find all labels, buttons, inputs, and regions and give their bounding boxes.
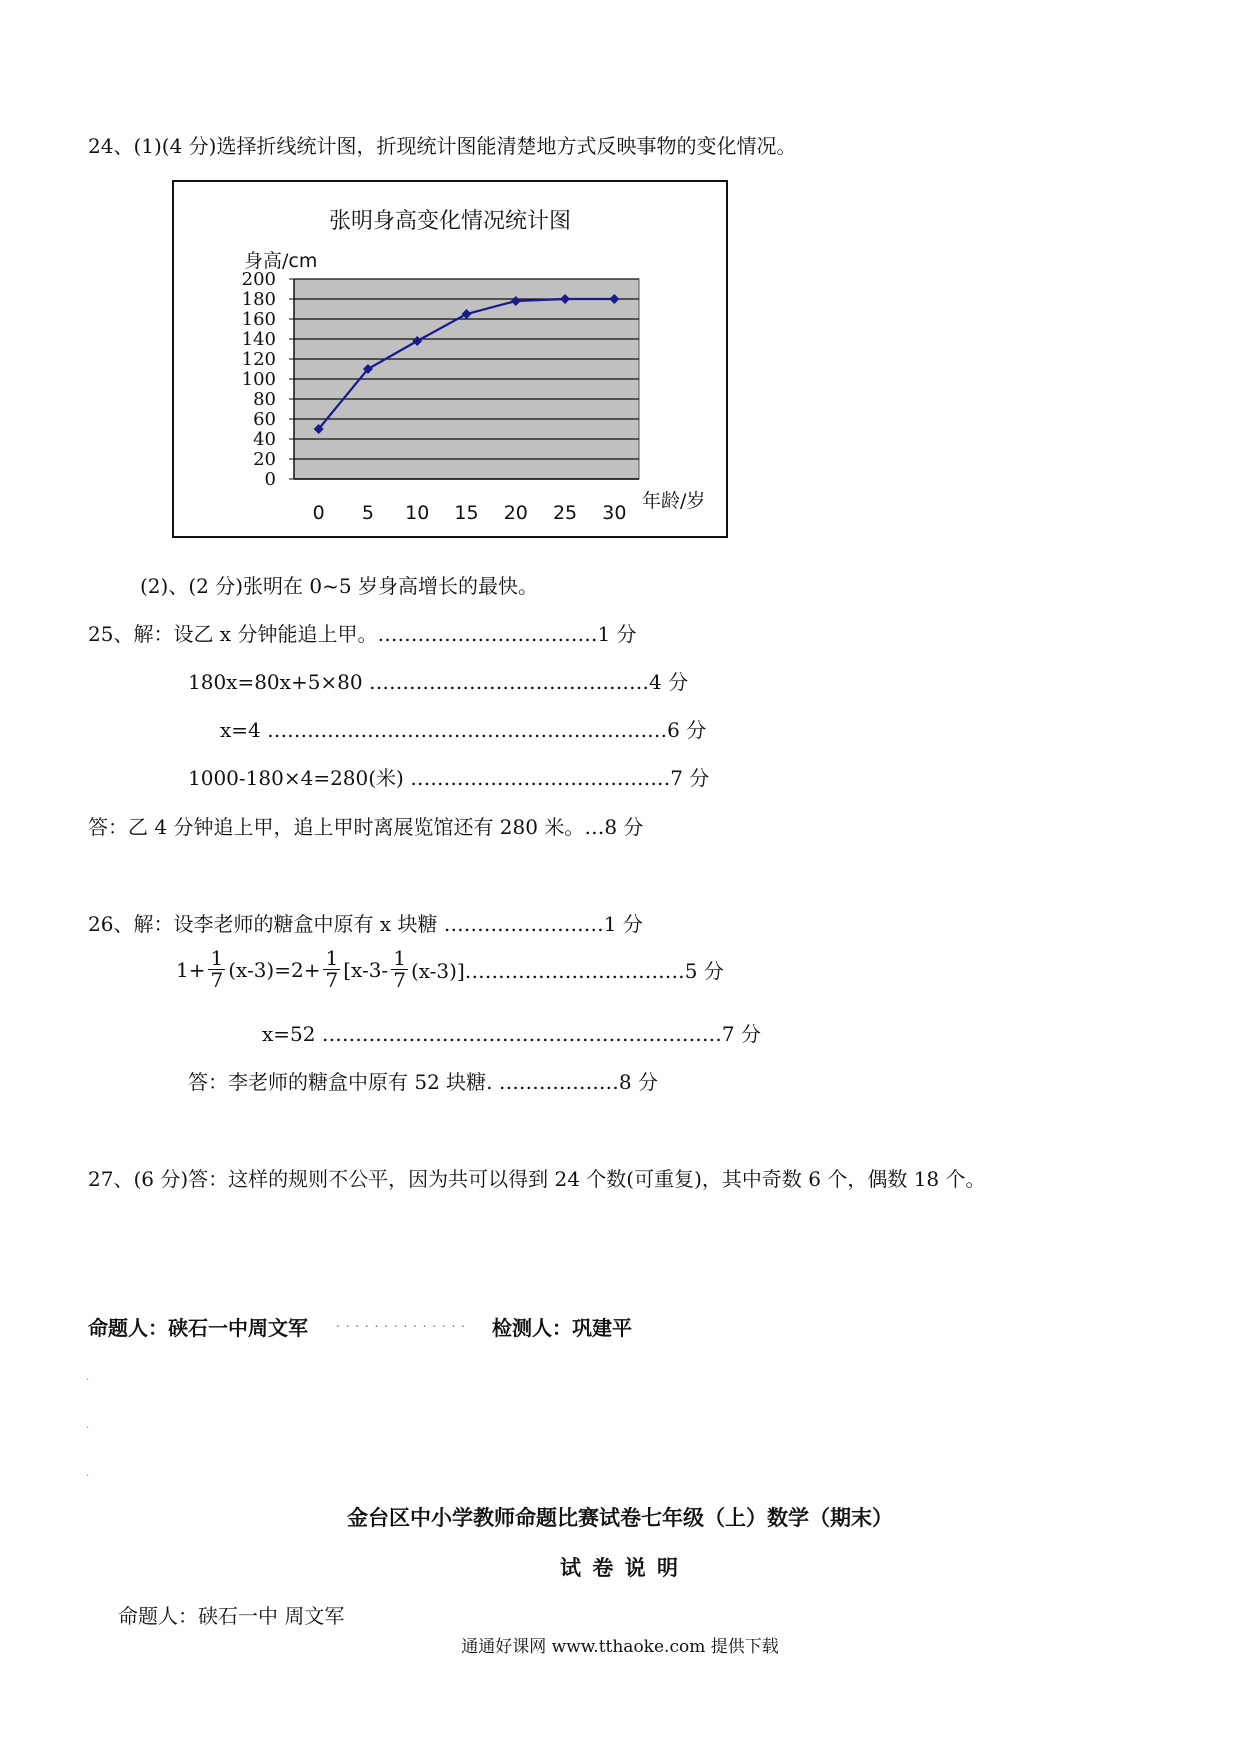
frac-num: 1 xyxy=(325,946,339,970)
frac-den: 7 xyxy=(393,968,406,992)
chart-x-tick-label: 15 xyxy=(454,502,479,524)
chart-frame xyxy=(172,180,728,538)
q25-line3: x=4 ……………………………………………………6 分 xyxy=(220,718,707,742)
fraction-one-seventh-c xyxy=(391,948,408,991)
frac-den: 7 xyxy=(210,968,224,992)
q26-line3: x=52 ……………………………………………………7 分 xyxy=(262,1022,761,1046)
chart-y-tick-label: 80 xyxy=(253,389,276,410)
checker-label: 检测人：巩建平 xyxy=(492,1316,632,1340)
chart-y-tick-label: 180 xyxy=(241,289,276,310)
author-label: 命题人：硖石一中周文军 xyxy=(88,1316,308,1340)
chart-x-tick-label: 0 xyxy=(312,502,325,524)
chart-title: 张明身高变化情况统计图 xyxy=(328,209,572,234)
frac-num: 1 xyxy=(210,946,224,970)
chart-x-tick-label: 30 xyxy=(602,502,627,524)
stray-mark: . xyxy=(86,1372,90,1383)
footer-text: 通通好课网 www.tthaoke.com 提供下载 xyxy=(461,1637,779,1657)
eq-part-b: (x-3)=2+ xyxy=(228,957,321,982)
fraction-one-seventh-a xyxy=(208,948,225,991)
chart-y-tick-label: 100 xyxy=(241,369,276,390)
q25-line2: 180x=80x+5×80 ……………………………………4 分 xyxy=(188,670,689,694)
chart-x-tick-label: 25 xyxy=(552,502,578,524)
q24-line1: 24、(1)(4 分)选择折线统计图，折现统计图能清楚地方式反映事物的变化情况。 xyxy=(88,134,797,158)
q25-line4: 1000-180×4=280(米) …………………………………7 分 xyxy=(188,766,710,790)
chart-x-axis-label: 年龄/岁 xyxy=(642,490,706,512)
q26-line1: 26、解：设李老师的糖盒中原有 x 块糖 ……………………1 分 xyxy=(88,912,643,936)
chart-x-tick-label: 5 xyxy=(361,502,374,524)
frac-num: 1 xyxy=(393,946,406,970)
chart-y-axis-label: 身高/cm xyxy=(244,250,318,272)
chart-x-tick-label: 20 xyxy=(503,502,528,524)
stray-mark: . xyxy=(86,1420,90,1431)
height-line-chart xyxy=(174,182,726,536)
q26-answer: 答：李老师的糖盒中原有 52 块糖. ………………8 分 xyxy=(188,1070,658,1094)
signature-dots: . . . . . . . . . . . . . . xyxy=(336,1316,466,1330)
q26-equation xyxy=(176,948,724,991)
eq-part-d: (x-3)]……………………………5 分 xyxy=(410,959,724,983)
chart-y-tick-label: 160 xyxy=(241,309,276,330)
exam-title: 金台区中小学教师命题比赛试卷七年级（上）数学（期末） xyxy=(347,1506,893,1530)
chart-x-tick-label: 10 xyxy=(405,502,430,524)
chart-y-tick-label: 20 xyxy=(253,449,276,470)
exam-author-line: 命题人：硖石一中 周文军 xyxy=(118,1604,345,1628)
q27-line1: 27、(6 分)答：这样的规则不公平，因为共可以得到 24 个数(可重复)，其中奇数 6 个，偶数 18 个。 xyxy=(88,1167,986,1191)
chart-y-tick-label: 140 xyxy=(241,329,276,350)
q25-answer: 答：乙 4 分钟追上甲，追上甲时离展览馆还有 280 米。…8 分 xyxy=(88,815,644,839)
chart-y-tick-label: 120 xyxy=(241,349,276,370)
frac-den: 7 xyxy=(325,968,339,992)
exam-subtitle: 试 卷 说 明 xyxy=(560,1556,680,1580)
q25-line1: 25、解：设乙 x 分钟能追上甲。……………………………1 分 xyxy=(88,622,637,646)
chart-y-tick-label: 60 xyxy=(253,409,276,430)
chart-y-tick-label: 0 xyxy=(264,469,276,490)
chart-y-tick-label: 200 xyxy=(241,269,276,290)
eq-part-a: 1+ xyxy=(176,957,206,982)
eq-part-c: [x-3- xyxy=(343,957,389,982)
q24-line2: (2)、(2 分)张明在 0~5 岁身高增长的最快。 xyxy=(140,574,538,598)
chart-y-tick-label: 40 xyxy=(253,429,276,450)
stray-mark: . xyxy=(86,1468,90,1479)
fraction-one-seventh-b xyxy=(323,948,340,991)
